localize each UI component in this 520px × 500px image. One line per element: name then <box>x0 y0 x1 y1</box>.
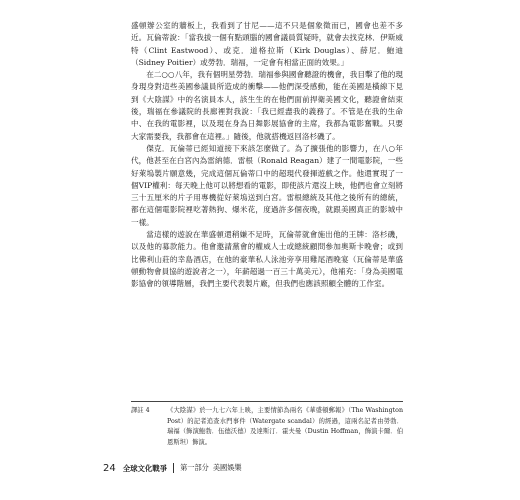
footnote-text: 《大陰謀》於一九七六年上映，主要情節為兩名《華盛頓郵報》（The Washington Post）的記者追查水門事件（Watergate scandal）的經過，這兩名記者由勞勃．瑞福（飾演鮑勃．伍德沃德）及達斯汀．霍夫曼（Dustin Hoffman，飾演卡爾．伯恩斯坦）飾演。 <box>167 407 403 446</box>
footnote <box>131 406 403 448</box>
paragraph: 在二○○八年，我有個明星勞勃．瑞福參與國會聽證的機會，我目擊了他的現身現身對這些美國參議員所造成的衝擊——他們深受感動，能在美國是橫線下見到《大陰謀》中的名演員本人，該生生的在他們面前捍衛美國文化，聽證會結束後，瑞福在參議院的長廊裡對我說：「我已經盡我的義務了。不管是在我的生命中、在我的電影裡，以及現在身為日舞影展協會的主席，我都為電影奮戰。只要大家需要我，我都會在這裡。」隨後，他就搭機返回洛杉磯了。 <box>131 70 403 141</box>
page-number: 24 <box>103 462 116 474</box>
footer-separator <box>173 463 174 473</box>
footnote-divider <box>131 401 403 402</box>
main-text <box>131 20 403 291</box>
footnote-label: 譯註 4 <box>131 407 150 414</box>
paragraph: 傑克．瓦倫蒂已經知道接下來該怎麼做了。為了擴張他的影響力，在八○年代，他甚至在白宮內為雷納德．雷根（Ronald Reagan）建了一間電影院，一些好萊塢製片願意幾，完成這個瓦倫蒂口中的超現代發揮遊戲之作。他還實現了一個VIP權利：每天晚上他可以將想看的電影，即使該片還沒上映，他們也會立刻將三十五厘米的片子用專機從好萊塢送到白宮。雷根總統及其他之後所有的總統，都在這個電影院裡吃著熱狗、爆米花，度過許多個夜晚，就跟美國真正的影城中一樣。 <box>131 143 403 227</box>
part-label: 第一部分 <box>180 463 209 472</box>
paragraph: 盛頓辦公室的牆板上，我看到了甘尼——這不只是個象徵而已，國會也差不多近。瓦倫蒂說：「當我拔一個有點頭腦的國會議員質疑時，就會去找克林．伊斯威特（Clint Eastwood）、或克．道格拉斯（Kirk Douglas）、薛尼．鮑迪（Sidney Poitier）或勞勃．瑞福，一定會有相當正面的效果。」 <box>131 21 403 67</box>
book-title: 全球文化戰爭 <box>122 463 168 473</box>
chapter-label: 美國娛樂 <box>212 463 242 472</box>
page-footer <box>103 461 242 475</box>
paragraph: 當這樣的遊說在華盛頓還稍嫌不足時，瓦倫蒂就會施出他的王牌：洛杉磯，以及他的募款能力。他會邀請黨會的權威人士或總統顧問參加奧斯卡晚會；或到比佛利山莊的幸島酒店，在他的豪華私人泳池旁享用雞尾酒晚宴（瓦倫蒂是華盛頓動物會員協的遊說者之一），年薪超過一百三十萬美元），他補充：「身為美國電影協會的領導階層，我們主要代表製片廠，但我們也應該照顧全體的工作室。 <box>131 230 403 289</box>
